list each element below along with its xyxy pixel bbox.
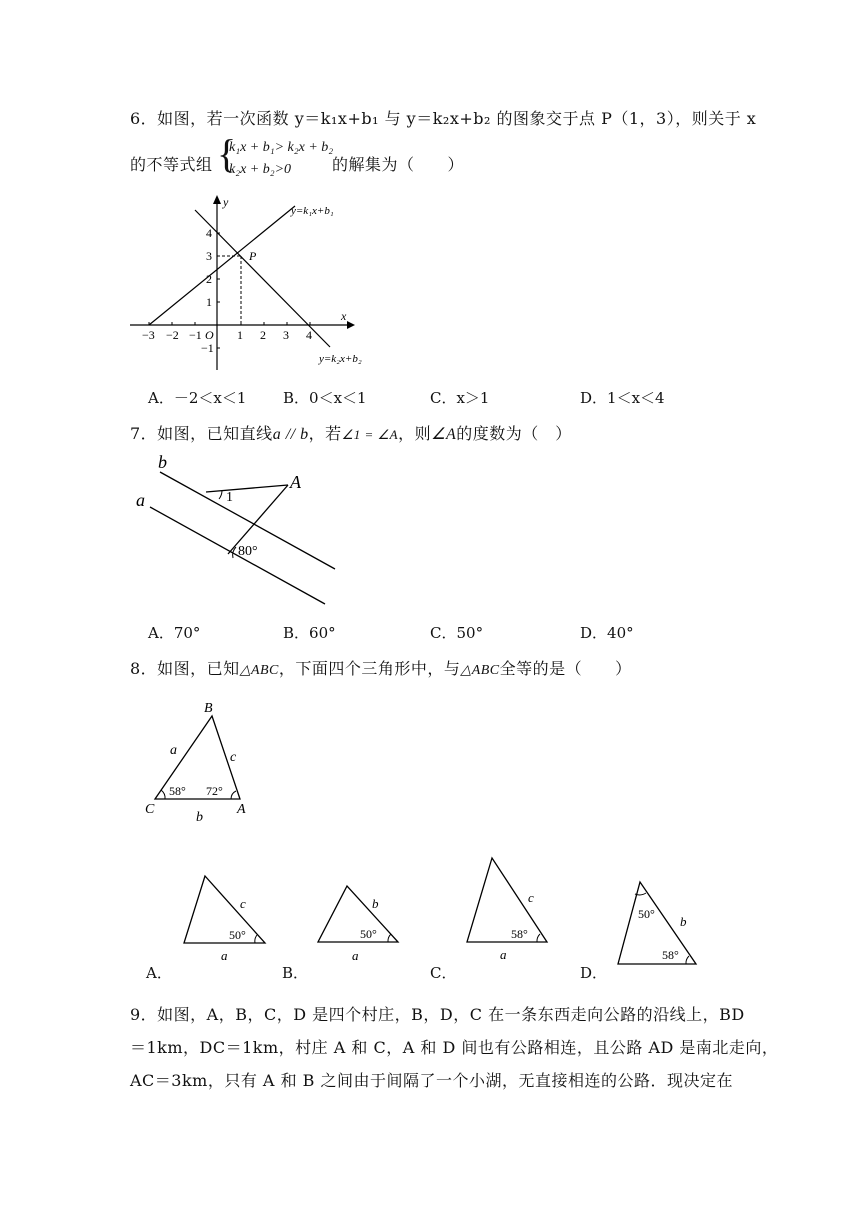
x-tick-2: 2 xyxy=(260,328,266,342)
opt-a-side-a: a xyxy=(221,948,228,963)
opt-c-side-a: a xyxy=(500,947,507,962)
q7-text-pre: 7．如图，已知直线 xyxy=(130,424,273,443)
triangle-side-2 xyxy=(228,485,288,554)
angle-1-arc xyxy=(219,491,222,499)
x-tick-neg3: −3 xyxy=(142,328,155,342)
q6-graph xyxy=(125,192,385,372)
q8-option-c-triangle xyxy=(462,852,557,964)
y-tick-2: 2 xyxy=(206,272,212,286)
point-P-label: P xyxy=(249,249,257,263)
q9-line3: AC＝3km，只有 A 和 B 之间由于间隔了一个小湖，无直接相连的公路．现决定在 xyxy=(130,1071,734,1090)
x-tick-4: 4 xyxy=(306,328,312,342)
label-b: b xyxy=(158,452,167,472)
q8-triangle: △ABC xyxy=(239,663,279,678)
x-tick-1: 1 xyxy=(237,328,243,342)
q7-text xyxy=(130,421,572,444)
line-k2 xyxy=(195,210,330,347)
opt-c-angle: 58° xyxy=(511,927,528,941)
q8-option-a-triangle xyxy=(180,870,275,965)
origin-label: O xyxy=(205,328,214,342)
q7-text-mid2: ，若 xyxy=(308,424,342,443)
q7-option-a[interactable]: A．70° xyxy=(148,624,201,642)
q8-triangle-2: △ABC xyxy=(460,663,500,678)
q6-line2-post: 的解集为（ ） xyxy=(332,155,465,174)
label-a: a xyxy=(136,490,145,510)
q8-option-a[interactable]: A． xyxy=(146,964,172,982)
y-tick-3: 3 xyxy=(206,249,212,263)
angle-A: 72° xyxy=(206,784,223,798)
vertex-A: A xyxy=(237,802,246,817)
line-k1 xyxy=(149,206,295,325)
label-1: 1 xyxy=(226,490,233,505)
line-k2-label: y=k₂x+b₂ xyxy=(319,353,362,365)
q8-text-pre: 8．如图，已知 xyxy=(130,659,240,678)
vertex-B: B xyxy=(204,701,213,716)
x-tick-3: 3 xyxy=(283,328,289,342)
opt-d-side-b: b xyxy=(680,914,687,929)
x-tick-neg2: −2 xyxy=(166,328,179,342)
opt-b-side-b: b xyxy=(372,896,379,911)
q8-option-b-triangle xyxy=(312,880,407,965)
triangle-side-1 xyxy=(206,485,288,492)
angle-C: 58° xyxy=(169,784,186,798)
opt-c-side-c: c xyxy=(528,890,534,905)
q7-condition: ∠1 = ∠A xyxy=(341,427,399,442)
brace-icon: { xyxy=(217,131,237,176)
q7-option-b[interactable]: B．60° xyxy=(283,624,336,642)
x-tick-neg1: −1 xyxy=(189,328,202,342)
x-axis-label: x xyxy=(341,309,347,323)
q7-option-d[interactable]: D．40° xyxy=(580,624,634,642)
opt-a-side-c: c xyxy=(240,896,246,911)
opt-b-side-a: a xyxy=(352,948,359,963)
side-c: c xyxy=(230,750,237,765)
q7-text-mid3: ，则 xyxy=(398,424,432,443)
y-axis-arrow-icon xyxy=(213,195,221,204)
line-k1-label: y=k₁x+b₁ xyxy=(291,205,334,217)
q8-text-mid: ，下面四个三角形中，与 xyxy=(278,659,461,678)
opt-d-angle-top: 50° xyxy=(638,907,655,921)
opt-d-angle-bottom: 58° xyxy=(662,948,679,962)
q8-option-d[interactable]: D． xyxy=(580,964,608,982)
q6-option-c[interactable]: C．x＞1 xyxy=(430,389,490,407)
q8-option-d-triangle xyxy=(612,876,707,971)
q9-line2: ＝1km，DC＝1km，村庄 A 和 C，A 和 D 间也有公路相连，且公路 AD 是南北走向， xyxy=(130,1038,779,1057)
y-tick-4: 4 xyxy=(206,226,212,240)
q7-angle: ∠A xyxy=(431,426,457,443)
q7-figure xyxy=(130,452,350,612)
q7-parallel: a // b xyxy=(272,426,309,443)
q6-option-a[interactable]: A．－2＜x＜1 xyxy=(148,389,247,407)
side-a: a xyxy=(170,743,177,758)
q7-text-post: 的度数为（ ） xyxy=(456,424,572,443)
side-b: b xyxy=(196,810,203,825)
q8-text xyxy=(130,656,632,679)
q6-option-d[interactable]: D．1＜x＜4 xyxy=(580,389,665,407)
system-row-1: k₁x + b₁> k₂x + b₂ xyxy=(229,140,334,155)
opt-b-angle: 50° xyxy=(360,927,377,941)
label-A: A xyxy=(290,472,301,492)
q8-option-b[interactable]: B． xyxy=(282,964,309,982)
q6-option-b[interactable]: B．0＜x＜1 xyxy=(283,389,367,407)
opt-a-angle: 50° xyxy=(229,928,246,942)
q9-line1: 9．如图，A，B，C，D 是四个村庄，B，D，C 在一条东西走向公路的沿线上，BD xyxy=(130,1005,745,1024)
vertex-C: C xyxy=(145,802,155,817)
q8-option-c[interactable]: C． xyxy=(430,964,457,982)
x-axis-arrow-icon xyxy=(347,321,355,329)
q7-option-c[interactable]: C．50° xyxy=(430,624,484,642)
y-axis-label: y xyxy=(223,195,229,209)
q8-main-triangle xyxy=(140,696,260,826)
system-row-2: k₂x + b₂>0 xyxy=(229,162,292,177)
q6-line1: 6．如图，若一次函数 y＝k₁x+b₁ 与 y＝k₂x+b₂ 的图象交于点 P（1，3），则关于 x xyxy=(130,109,757,128)
y-tick-1: 1 xyxy=(206,295,212,309)
y-tick-neg1: −1 xyxy=(201,341,214,355)
q6-line2-pre: 的不等式组 xyxy=(130,155,213,174)
label-80: 80° xyxy=(238,544,258,559)
q8-text-post: 全等的是（ ） xyxy=(499,659,632,678)
